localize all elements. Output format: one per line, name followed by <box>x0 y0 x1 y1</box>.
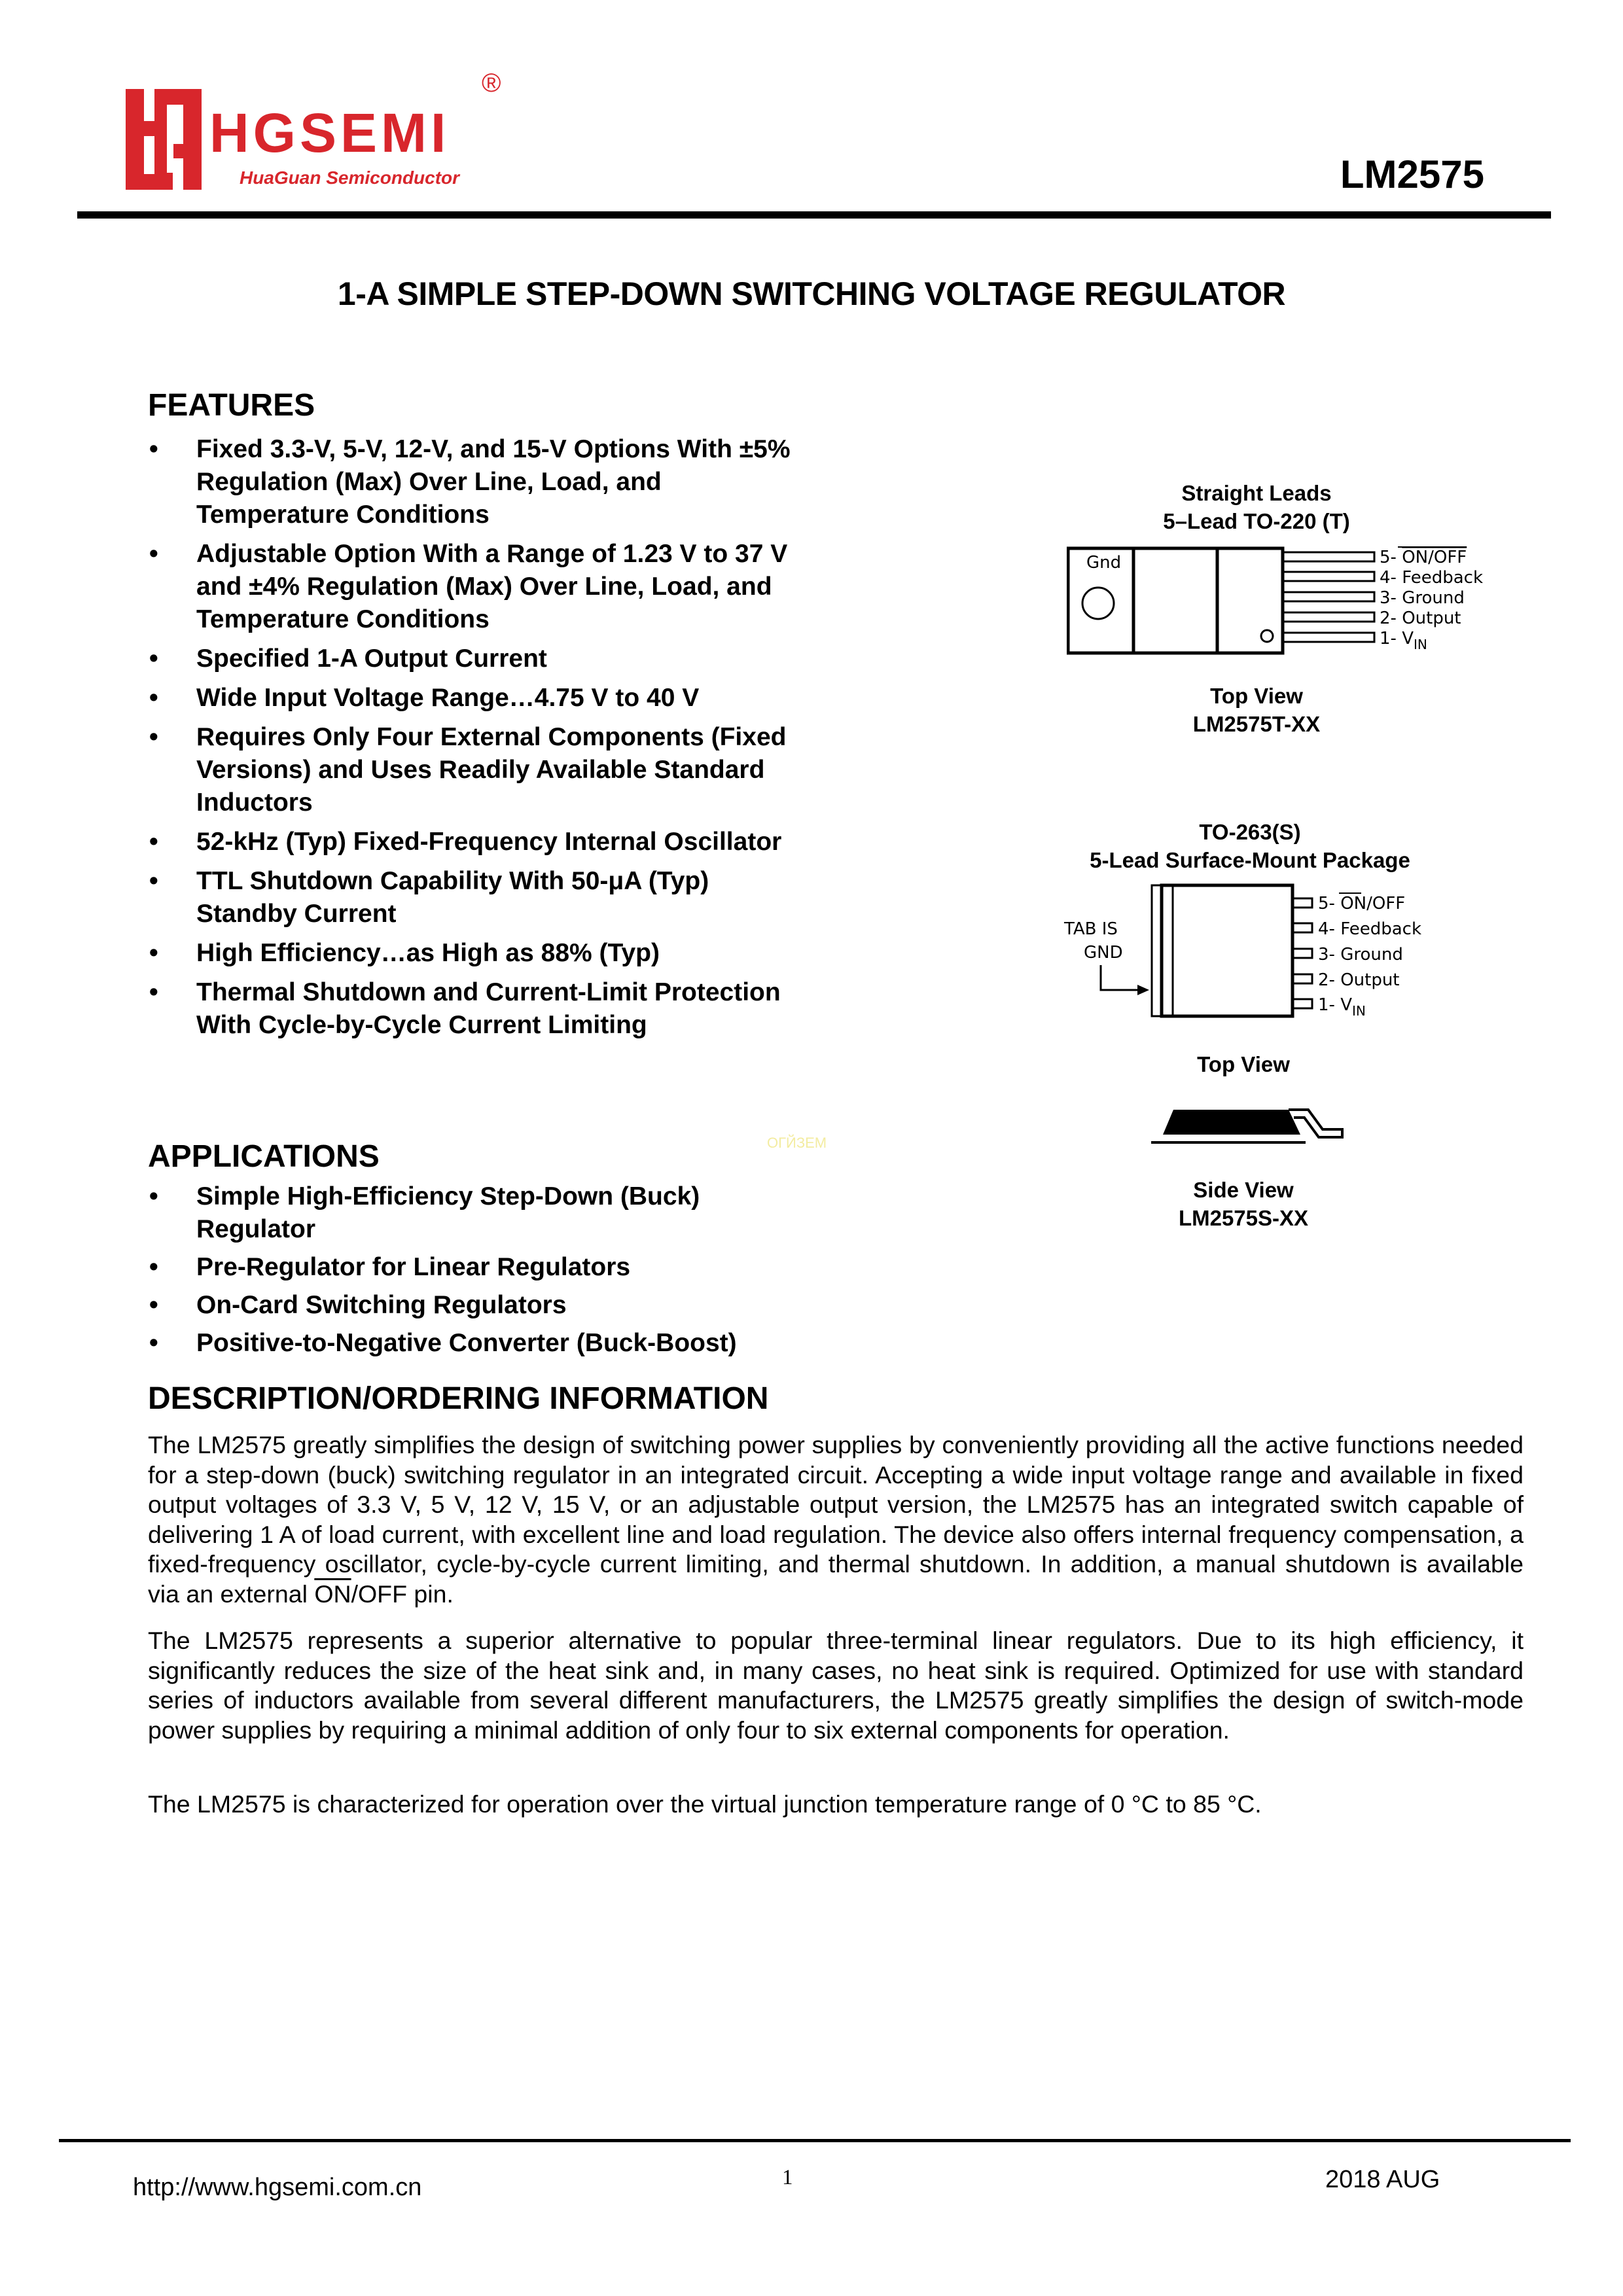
on-signal: $\overline{ON}$ <box>314 1580 351 1608</box>
to263-body <box>1162 885 1293 1016</box>
to263-caption-line2: 5-Lead Surface-Mount Package <box>1090 848 1410 872</box>
logo-brand: HGSEMI <box>209 102 450 164</box>
to263-diagram <box>1054 880 1499 1031</box>
to263-side-view-label: Side View <box>1193 1178 1294 1202</box>
to263-caption <box>1027 818 1472 874</box>
feature-item: • Requires Only Four External Components (Fixed Versions) and Uses Readily Available Standard Inductors <box>148 721 802 819</box>
page-number: 1 <box>782 2166 793 2189</box>
logo-registered: ® <box>482 69 501 97</box>
to263-top-view-label: Top View <box>1197 1052 1290 1076</box>
to220-tab-label: Gnd <box>1086 553 1122 573</box>
feature-item: • Adjustable Option With a Range of 1.23 V to 37 V and ±4% Regulation (Max) Over Line, Load, and Temperature Conditions <box>148 538 802 636</box>
description-paragraph-2: The LM2575 represents a superior alternative to popular three-terminal linear regulators. Due to its high efficiency, it significantly reduces the size of the heat sink and, in many cases, no heat sink is required. Optimized for use with standard series of inductors available from several different manufacturers, the LM2575 greatly simplifies the design of switch-mode power supplies by requiring a minimal addition of only four to six external components for operation. <box>148 1627 1524 1744</box>
applications-list <box>148 1180 802 1365</box>
to263-tab-line1: TAB IS <box>1064 919 1118 939</box>
features-list <box>148 433 802 1048</box>
pin1-label: 1- $V_{IN}$ <box>1318 995 1366 1019</box>
feature-item: • 52-kHz (Typ) Fixed-Frequency Internal Oscillator <box>148 826 802 858</box>
description-paragraph-3: The LM2575 is characterized for operation over the virtual junction temperature range of 0 °C to 85 °C. <box>148 1790 1262 1818</box>
lead-2 <box>1283 612 1374 622</box>
lead-3 <box>1293 949 1312 958</box>
applications-heading: APPLICATIONS <box>148 1139 380 1174</box>
lead-1 <box>1283 633 1374 642</box>
lead-2 <box>1293 974 1312 983</box>
application-item: • Positive-to-Negative Converter (Buck-Boost) <box>148 1327 802 1360</box>
to220-view <box>1034 682 1479 738</box>
pin4-label: 4- Feedback <box>1318 919 1422 939</box>
pin3-label: 3- Ground <box>1380 588 1465 608</box>
logo-tagline: HuaGuan Semiconductor <box>240 168 460 188</box>
pin4-label: 4- Feedback <box>1380 568 1484 588</box>
feature-item: • Wide Input Voltage Range…4.75 V to 40 V <box>148 682 802 715</box>
pin2-label: 2- Output <box>1380 609 1461 628</box>
to263-tab-line2: GND <box>1084 943 1123 963</box>
application-item: • Simple High-Efficiency Step-Down (Buck) Regulator <box>148 1180 802 1246</box>
to220-caption-line1: Straight Leads <box>1181 481 1332 505</box>
feature-item: • Specified 1-A Output Current <box>148 643 802 675</box>
feature-item: • Thermal Shutdown and Current-Limit Protection With Cycle-by-Cycle Current Limiting <box>148 976 802 1042</box>
to220-caption <box>1034 479 1479 535</box>
pin2-label: 2- Output <box>1318 970 1400 990</box>
pin3-label: 3- Ground <box>1318 945 1403 964</box>
pin1-label: 1- $V_{IN}$ <box>1380 629 1427 652</box>
pin1-marker-icon <box>1261 630 1273 642</box>
logo-emblem-icon <box>126 89 202 190</box>
pin5-label: 5- ON/OFF <box>1318 894 1406 913</box>
application-item: • Pre-Regulator for Linear Regulators <box>148 1251 802 1284</box>
tab-arrow-icon <box>1137 985 1149 995</box>
feature-item: • High Efficiency…as High as 88% (Typ) <box>148 937 802 970</box>
header-rule <box>77 211 1551 219</box>
feature-item: • Fixed 3.3-V, 5-V, 12-V, and 15-V Options With ±5% Regulation (Max) Over Line, Load, and Temperature Conditions <box>148 433 802 531</box>
to220-view-label: Top View <box>1210 684 1303 708</box>
description-heading: DESCRIPTION/ORDERING INFORMATION <box>148 1381 769 1416</box>
lead-5 <box>1293 898 1312 908</box>
to220-caption-line2: 5–Lead TO-220 (T) <box>1163 509 1350 533</box>
mounting-hole-icon <box>1082 588 1114 619</box>
footer-url[interactable]: http://www.hgsemi.com.cn <box>133 2174 422 2201</box>
part-number: LM2575 <box>1340 152 1484 196</box>
lead-5 <box>1283 552 1374 561</box>
pin5-label: 5- ON/OFF <box>1380 548 1467 567</box>
to263-side <box>1021 1176 1466 1232</box>
lead-1 <box>1293 999 1312 1008</box>
hgsemi-logo <box>124 65 517 196</box>
revision-date: 2018 AUG <box>1325 2166 1440 2193</box>
features-heading: FEATURES <box>148 388 315 423</box>
watermark: ОГЙЗЕМ <box>767 1135 827 1151</box>
to263-caption-line1: TO-263(S) <box>1199 820 1301 844</box>
to220-leads <box>1283 552 1374 642</box>
lead-4 <box>1293 923 1312 932</box>
to220-diagram <box>1067 543 1486 661</box>
to263-leads <box>1293 898 1312 1008</box>
lead-3 <box>1283 592 1374 601</box>
to220-ordering: LM2575T-XX <box>1192 712 1321 736</box>
lead-4 <box>1283 572 1374 581</box>
footer-rule <box>59 2139 1571 2142</box>
application-item: • On-Card Switching Regulators <box>148 1289 802 1322</box>
description-paragraph-1: The LM2575 greatly simplifies the design of switching power supplies by conveniently providing all the active functions needed for a step-down (buck) switching regulator in an integrated circuit. Accepting a wide input voltage range and available in fixed output voltages of 3.3 V, 5 V, 12 V, 15 V, or an adjustable output version, the LM2575 has an integrated switch capable of delivering 1 A of load current, with excellent line and load regulation. The device also offers internal frequency compensation, a fixed-frequency oscillator, cycle-by-cycle current limiting, and thermal shutdown. In addition, a manual shutdown is available via an external $\overline{ON}$/OFF pin. <box>148 1431 1524 1608</box>
to263-ordering: LM2575S-XX <box>1178 1206 1309 1230</box>
document-title: 1-A SIMPLE STEP-DOWN SWITCHING VOLTAGE REGULATOR <box>337 275 1286 312</box>
to263-side-view <box>1149 1099 1358 1152</box>
side-body <box>1151 1110 1300 1142</box>
feature-item: • TTL Shutdown Capability With 50-μA (Typ) Standby Current <box>148 865 802 930</box>
